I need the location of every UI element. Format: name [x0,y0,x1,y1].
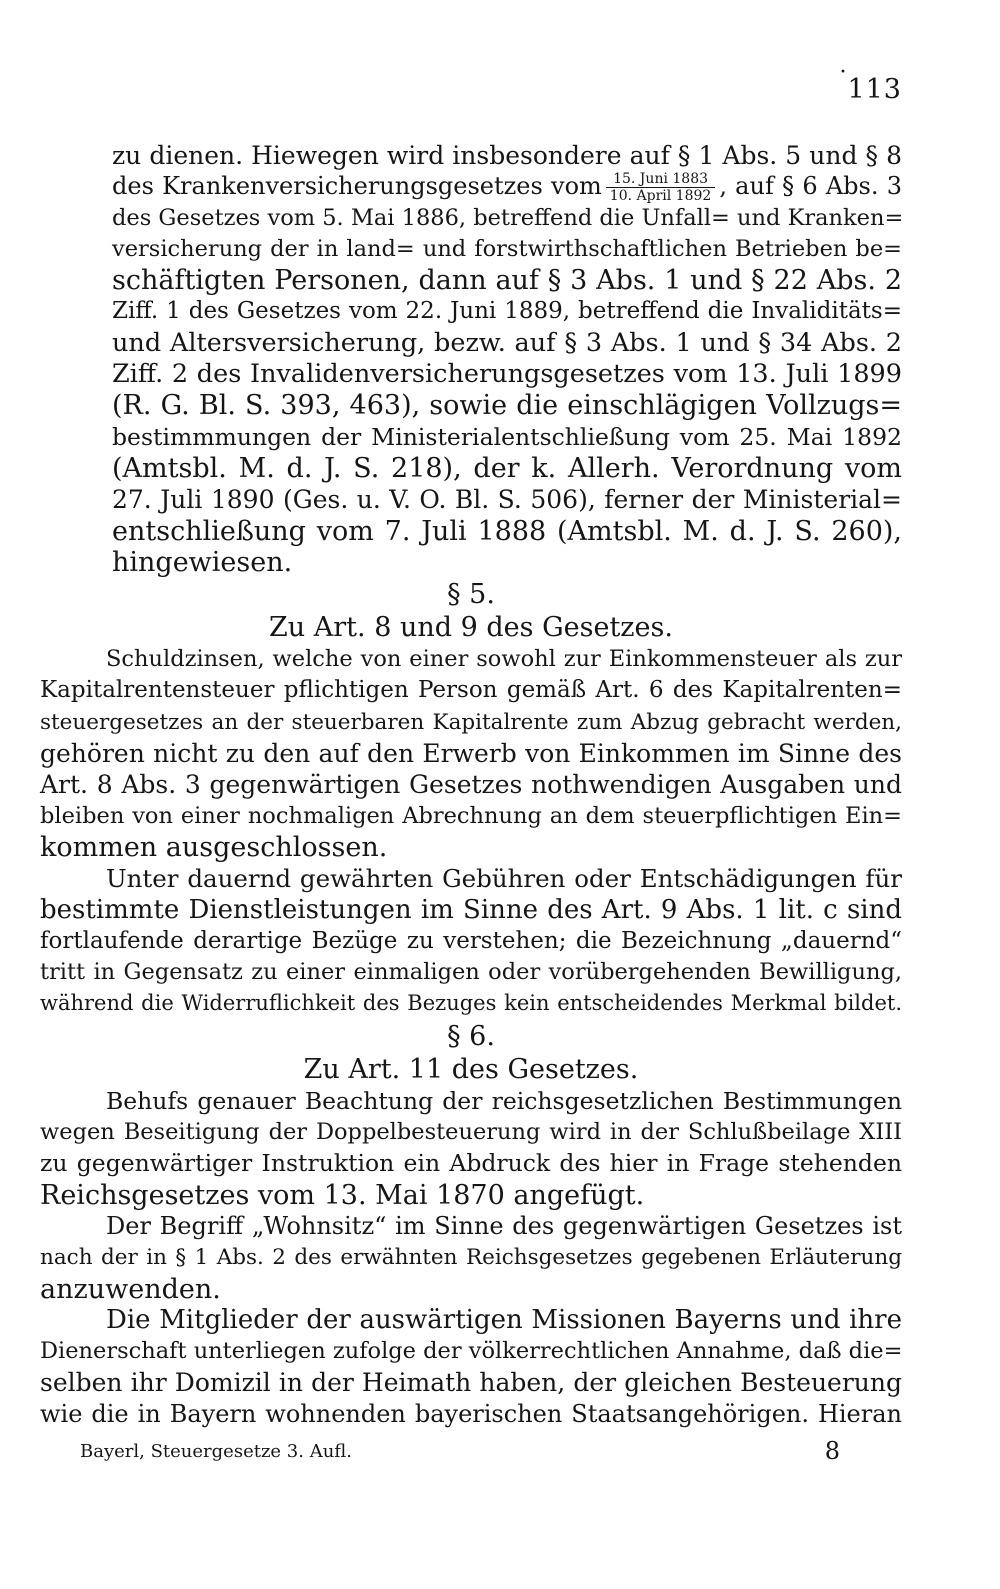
section-5-sign: § 5. [447,579,495,611]
text-line: des Gesetzes vom 5. Mai 1886, betreffend die Unfall= und Kranken= [112,204,904,231]
section-6-paragraph-1 [40,1086,902,1211]
text-line: Der Begriff „Wohnsitz“ im Sinne des gegenwärtigen Gesetzes ist [106,1211,902,1240]
text-line: entschließung vom 7. Juli 1888 (Amtsbl. M. d. J. S. 260), [112,515,902,547]
section-5-paragraph-2 [40,863,902,1019]
text-line: kommen ausgeschlossen. [40,831,388,863]
text-line: und Altersversicherung, bezw. auf § 3 Abs. 1 und § 34 Abs. 2 [112,327,902,358]
text-fragment: , auf § 6 Abs. 3 [719,172,902,201]
text-line: Die Mitglieder der auswärtigen Missionen Bayerns und ihre [106,1304,902,1335]
date-fraction [606,172,716,203]
text-fragment: des Krankenversicherungsgesetzes vom [112,172,602,201]
text-line: fortlaufende derartige Bezüge zu verstehen; die Bezeichnung „dauernd“ [40,927,902,954]
section-6-paragraph-2 [40,1211,902,1305]
text-line: steuergesetzes an der steuerbaren Kapitalrente zum Abzug gebracht werden, [40,709,902,735]
text-line: bestimmte Dienstleistungen im Sinne des Art. 9 Abs. 1 lit. c sind [40,894,902,925]
text-line: Schuldzinsen, welche von einer sowohl zur Einkommensteuer als zur [106,646,902,673]
fraction-numerator: 15. Juni 1883 [606,172,716,188]
text-line: selben ihr Domizil in der Heimath haben, der gleichen Besteuerung [40,1368,902,1398]
section-6-sign: § 6. [447,1020,495,1052]
body-text [40,140,902,1430]
text-line [112,171,902,205]
text-line: wegen Beseitigung der Doppelbesteuerung wird in der Schlußbeilage XIII [40,1119,902,1146]
text-line: gehören nicht zu den auf den Erwerb von Einkommen im Sinne des [40,739,902,769]
text-line: Kapitalrentensteuer pflichtigen Person gemäß Art. 6 des Kapitalrenten= [40,677,902,704]
text-line: bestimmmungen der Ministerialentschließung vom 25. Mai 1892 [112,422,902,451]
text-line: versicherung der in land= und forstwirthschaftlichen Betrieben be= [112,235,902,262]
intro-paragraph [40,140,902,578]
text-line: Ziff. 1 des Gesetzes vom 22. Juni 1889, betreffend die Invaliditäts= [112,298,902,325]
text-line: während die Widerruflichkeit des Bezuges kein entscheidendes Merkmal bildet. [40,991,902,1016]
text-line: Reichsgesetzes vom 13. Mai 1870 angefügt. [40,1179,645,1211]
text-line: Behufs genauer Beachtung der reichsgesetzlichen Bestimmungen [106,1086,902,1115]
text-line: nach der in § 1 Abs. 2 des erwähnten Reichsgesetzes gegebenen Erläuterung [40,1245,902,1271]
text-line: hingewiesen. [112,546,293,578]
section-6-paragraph-3 [40,1305,902,1430]
text-line: zu dienen. Hiewegen wird insbesondere auf § 1 Abs. 5 und § 8 [112,141,902,170]
text-line: Dienerschaft unterliegen zufolge der völkerrechtlichen Annahme, daß die= [40,1338,903,1365]
text-line: tritt in Gegensatz zu einer einmaligen oder vorübergehenden Bewilligung, [40,959,902,986]
text-line: (Amtsbl. M. d. J. S. 218), der k. Allerh. Verordnung vom [112,452,902,484]
fraction-denominator: 10. April 1892 [609,188,712,205]
section-5-paragraph-1 [40,644,902,863]
text-line: anzuwenden. [40,1273,221,1305]
text-line: wie die in Bayern wohnenden bayerischen Staatsangehörigen. Hieran [40,1399,902,1428]
text-line: Unter dauernd gewährten Gebühren oder Entschädigungen für [106,864,902,894]
text-line: (R. G. Bl. S. 393, 463), sowie die einschlägigen Vollzugs= [112,390,902,422]
text-line: schäftigten Personen, dann auf § 3 Abs. 1 und § 22 Abs. 2 [112,265,902,297]
text-line: 27. Juli 1890 (Ges. u. V. O. Bl. S. 506), ferner der Ministerial= [112,485,902,515]
section-6-title: Zu Art. 11 des Gesetzes. [303,1053,639,1085]
text-line: Art. 8 Abs. 3 gegenwärtigen Gesetzes nothwendigen Ausgaben und [40,770,902,800]
footer-book-title: Bayerl, Steuergesetze 3. Aufl. [80,1441,353,1462]
text-line: bleiben von einer nochmaligen Abrechnung an dem steuerpflichtigen Ein= [40,802,902,829]
footer-signature-mark: 8 [824,1437,840,1465]
page-number: · 113 [847,74,902,105]
text-line: zu gegenwärtiger Instruktion ein Abdruck des hier in Frage stehenden [40,1149,902,1178]
section-5-title: Zu Art. 8 und 9 des Gesetzes. [269,612,673,644]
text-line: Ziff. 2 des Invalidenversicherungsgesetzes vom 13. Juli 1899 [112,359,902,390]
